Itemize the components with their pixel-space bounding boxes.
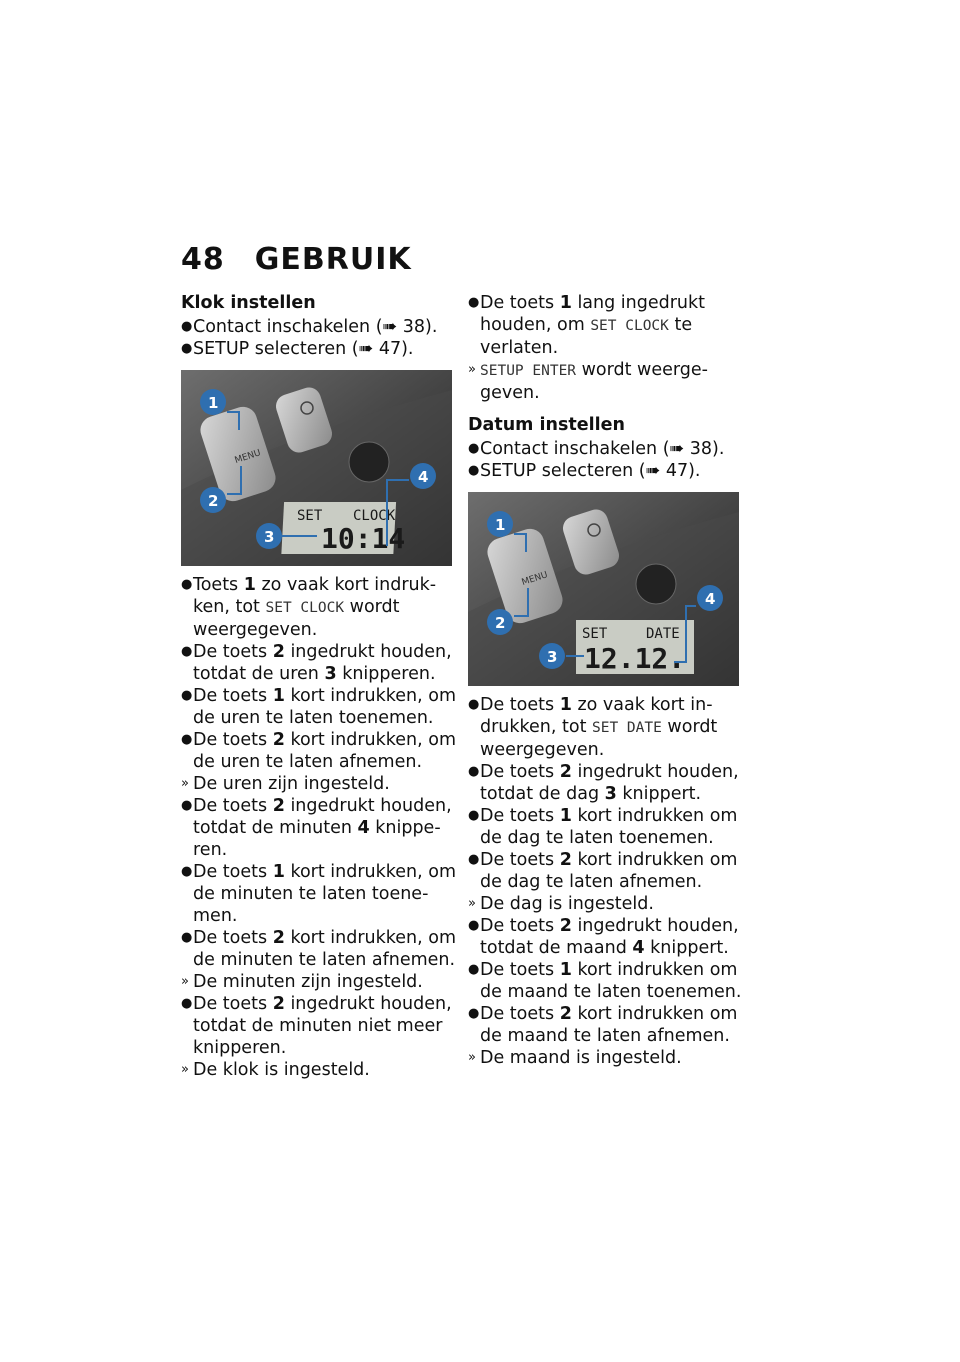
item-text: knippert. xyxy=(644,938,729,958)
key-number: 1 xyxy=(272,862,285,882)
bullet-icon: ● xyxy=(181,732,193,747)
item-text: De toets xyxy=(480,806,560,826)
item-text: ingedrukt houden, totdat de minuten xyxy=(193,796,452,838)
page-title: GEBRUIK xyxy=(254,242,412,277)
key-number: 2 xyxy=(272,642,285,662)
item-text: De toets xyxy=(193,686,273,706)
key-number: 4 xyxy=(632,938,645,958)
key-number: 1 xyxy=(559,960,572,980)
bullet-icon: ● xyxy=(468,697,480,712)
item-text: knipperen. xyxy=(193,818,441,860)
key-number: 2 xyxy=(272,796,285,816)
key-number: 2 xyxy=(559,850,572,870)
left-steps-list xyxy=(181,574,456,1081)
item-text: De toets xyxy=(193,862,273,882)
item-text: ingedrukt houden, totdat de dag xyxy=(480,762,739,804)
bullet-icon: ● xyxy=(181,644,193,659)
instruction-item xyxy=(181,861,456,927)
left-pre-list xyxy=(181,316,456,360)
result-marker-icon: » xyxy=(181,1062,189,1077)
result-marker-icon: » xyxy=(468,896,476,911)
bullet-icon: ● xyxy=(468,808,480,823)
item-text: kort indrukken om de dag te laten afnemen. xyxy=(480,850,738,892)
callout-2: 2 xyxy=(208,492,219,510)
bullet-icon: ● xyxy=(468,295,480,310)
clock-figure-illustration xyxy=(181,370,452,566)
key-number: 2 xyxy=(559,916,572,936)
callout-2: 2 xyxy=(495,614,506,632)
result-marker-icon: » xyxy=(468,1050,476,1065)
instruction-item xyxy=(181,574,456,641)
display-text: SET CLOCK xyxy=(265,600,345,616)
item-text: SETUP selecteren (➠ 47). xyxy=(480,461,701,481)
callout-1: 1 xyxy=(208,394,219,412)
callout-3: 3 xyxy=(547,648,558,666)
result-item xyxy=(181,971,456,993)
item-text: De toets xyxy=(480,695,560,715)
item-text: De toets xyxy=(480,1004,560,1024)
item-text: De klok is ingesteld. xyxy=(193,1060,370,1080)
right-column xyxy=(468,292,743,1069)
bullet-icon: ● xyxy=(181,341,193,356)
instruction-item xyxy=(181,641,456,685)
item-text: kort indrukken, om de uren te laten toenemen. xyxy=(193,686,457,728)
result-marker-icon: » xyxy=(181,974,189,989)
right-pre2-list xyxy=(468,438,743,482)
result-marker-icon: » xyxy=(181,776,189,791)
item-text: De toets xyxy=(193,796,273,816)
key-number: 4 xyxy=(357,818,370,838)
item-text: kort indrukken, om de minuten te laten afnemen. xyxy=(193,928,457,970)
bullet-icon: ● xyxy=(181,798,193,813)
instruction-item xyxy=(468,849,743,893)
date-figure-illustration xyxy=(468,492,739,686)
item-text: kort indrukken om de dag te laten toenemen. xyxy=(480,806,738,848)
item-text: zo vaak kort indrukken, tot xyxy=(193,575,437,617)
item-text: ingedrukt houden, totdat de maand xyxy=(480,916,739,958)
menu-label-1: MENU xyxy=(233,448,263,467)
instruction-item xyxy=(468,1003,743,1047)
result-item xyxy=(181,773,456,795)
key-number: 1 xyxy=(243,575,256,595)
item-text: kort indrukken om de maand te laten toenemen. xyxy=(480,960,742,1002)
result-item xyxy=(468,1047,743,1069)
key-number: 2 xyxy=(559,762,572,782)
instruction-item xyxy=(468,460,743,482)
instruction-item xyxy=(181,316,456,338)
key-number: 1 xyxy=(559,293,572,313)
result-marker-icon: » xyxy=(468,362,476,377)
key-number: 1 xyxy=(272,686,285,706)
item-text: te verlaten. xyxy=(480,315,693,358)
instruction-item xyxy=(468,694,743,761)
item-text: De toets xyxy=(480,293,560,313)
item-text: Contact inschakelen (➠ 38). xyxy=(193,317,438,337)
bullet-icon: ● xyxy=(181,577,193,592)
callout-3: 3 xyxy=(264,528,275,546)
instruction-item xyxy=(181,338,456,360)
item-text: ingedrukt houden, totdat de uren xyxy=(193,642,452,684)
callout-4: 4 xyxy=(418,468,429,486)
item-text: wordt weergegeven. xyxy=(193,597,400,640)
key-number: 2 xyxy=(272,730,285,750)
display-text: SET CLOCK xyxy=(590,318,669,334)
item-text: kort indrukken, om de minuten te laten toenemen. xyxy=(193,862,457,926)
lcd-date-line1-right: DATE xyxy=(646,626,680,642)
item-text: De toets xyxy=(480,850,560,870)
item-text: lang ingedrukt houden, om xyxy=(480,293,706,335)
bullet-icon: ● xyxy=(468,852,480,867)
bullet-icon: ● xyxy=(468,441,480,456)
section-heading-date: Datum instellen xyxy=(468,415,625,435)
bullet-icon: ● xyxy=(181,996,193,1011)
instruction-item xyxy=(181,685,456,729)
item-text: wordt weergegeven. xyxy=(480,360,708,403)
bullet-icon: ● xyxy=(468,463,480,478)
key-number: 2 xyxy=(559,1004,572,1024)
item-text: De maand is ingesteld. xyxy=(480,1048,682,1068)
lcd-clock-time: 10:14 xyxy=(321,522,406,555)
display-text: SETUP ENTER xyxy=(480,363,577,379)
item-text: kort indrukken om de maand te laten afnemen. xyxy=(480,1004,738,1046)
item-text: De toets xyxy=(480,960,560,980)
figure-date xyxy=(468,492,743,686)
menu-label-2: MENU xyxy=(520,570,550,589)
instruction-item xyxy=(468,761,743,805)
bullet-icon: ● xyxy=(181,930,193,945)
key-number: 1 xyxy=(559,806,572,826)
right-steps-list xyxy=(468,694,743,1069)
lcd-date-line1-left: SET xyxy=(582,626,608,642)
bullet-icon: ● xyxy=(181,864,193,879)
item-text: De minuten zijn ingesteld. xyxy=(193,972,423,992)
instruction-item xyxy=(468,805,743,849)
display-text: SET DATE xyxy=(592,720,662,736)
key-number: 3 xyxy=(604,784,617,804)
figure-clock xyxy=(181,370,456,566)
result-item xyxy=(468,893,743,915)
bullet-icon: ● xyxy=(181,319,193,334)
item-text: De dag is ingesteld. xyxy=(480,894,654,914)
key-number: 2 xyxy=(272,928,285,948)
item-text: De toets xyxy=(193,928,273,948)
instruction-item xyxy=(468,915,743,959)
instruction-item xyxy=(468,292,743,359)
item-text: Contact inschakelen (➠ 38). xyxy=(480,439,725,459)
left-column xyxy=(181,292,456,1081)
result-item xyxy=(181,1059,456,1081)
lcd-clock-line1-left: SET xyxy=(297,508,323,524)
item-text: De toets xyxy=(193,642,273,662)
instruction-item xyxy=(468,438,743,460)
bullet-icon: ● xyxy=(468,1006,480,1021)
lcd-date-value: 12.12. xyxy=(584,642,686,675)
item-text: SETUP selecteren (➠ 47). xyxy=(193,339,414,359)
item-text: De toets xyxy=(193,730,273,750)
key-number: 2 xyxy=(272,994,285,1014)
page-number: 48 xyxy=(181,242,225,277)
bullet-icon: ● xyxy=(468,918,480,933)
lcd-clock-line1-right: CLOCK xyxy=(353,508,396,524)
item-text: De uren zijn ingesteld. xyxy=(193,774,390,794)
right-pre-list xyxy=(468,292,743,404)
callout-1: 1 xyxy=(495,516,506,534)
item-text: wordt weergegeven. xyxy=(480,717,718,760)
page-header xyxy=(181,242,412,277)
item-text: De toets xyxy=(480,916,560,936)
instruction-item xyxy=(181,927,456,971)
item-text: knipperen. xyxy=(336,664,436,684)
bullet-icon: ● xyxy=(468,962,480,977)
item-text: Toets xyxy=(193,575,244,595)
callout-4: 4 xyxy=(705,590,716,608)
instruction-item xyxy=(181,795,456,861)
section-heading-clock: Klok instellen xyxy=(181,293,316,313)
item-text: De toets xyxy=(480,762,560,782)
item-text: kort indrukken, om de uren te laten afnemen. xyxy=(193,730,457,772)
key-number: 3 xyxy=(324,664,337,684)
item-text: De toets xyxy=(193,994,273,1014)
bullet-icon: ● xyxy=(468,764,480,779)
instruction-item xyxy=(468,959,743,1003)
result-item xyxy=(468,359,743,404)
key-number: 1 xyxy=(559,695,572,715)
bullet-icon: ● xyxy=(181,688,193,703)
item-text: zo vaak kort indrukken, tot xyxy=(480,695,713,737)
item-text: knippert. xyxy=(616,784,702,804)
item-text: ingedrukt houden, totdat de minuten niet meer knipperen. xyxy=(193,994,452,1058)
instruction-item xyxy=(181,993,456,1059)
instruction-item xyxy=(181,729,456,773)
